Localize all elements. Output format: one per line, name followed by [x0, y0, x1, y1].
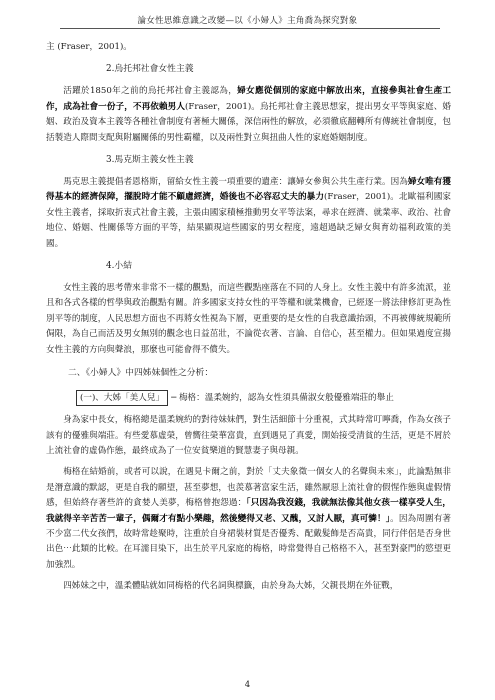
intro-line: 主 (Fraser，2001)。 — [46, 42, 132, 52]
bold-emphasis: 婦女應從個別的家庭中解放出來，直接參與社會生產工作，成為社會一份子，不再依賴男人 — [46, 86, 451, 112]
header-rule — [60, 28, 440, 29]
paragraph-marxist — [46, 175, 451, 252]
paragraph-text: 馬克思主義提倡者恩格斯，留給女性主義一項重要的遺產：讓婦女參與公共生產行業。因為 — [63, 177, 408, 188]
page-number: 4 — [244, 680, 251, 690]
paragraph-meg-closing: 四姊妹之中，溫柔體貼就如同梅格的代名詞與標籤，由於身為大姊，父親長期在外征戰， — [63, 581, 399, 592]
paragraph-text: 梅格在結婚前，或者可以說，在遇見卡爾之前，對於「丈夫象徵一個女人的名聲與未來」，此論點無非是潛意識的默認，更是自我的願望，甚至夢想，也羨慕著富家生活，雖然厭惡上流社會的假惺作態與虛假情感，但始終存著些許的貪婪人美夢，梅格曾抱怨過： — [46, 467, 451, 509]
section-heading-utopian: 2.烏托邦社會女性主義 — [106, 64, 194, 75]
subsection-label-box: (一)、大姊「美人兒」 — [76, 390, 168, 406]
document-body — [46, 40, 451, 595]
paragraph-meg-intro: 身為家中長女，梅格總是溫柔婉約的對待妹妹們，對生活細節十分重視，式其時常叮嚀喬，作為女孩子該有的優雅與端莊。有些愛慕虛榮，曾嚮往榮華富貴，直到遇見了真愛，開始接受清貧的生活，更是不屑於上流社會的虛偽作態，最終成為了一位安貧樂道的賢慧妻子與母親。 — [46, 415, 451, 456]
subsection-heading-text: ─ 梅格：溫柔婉約，認為女性須具備淑女般優雅端莊的舉止 — [171, 393, 394, 404]
bold-emphasis: 婦女唯有獲得基本的經濟保障，擺脫時才能不顧慮經濟，婚後也不必容忍丈夫的暴力 — [46, 177, 451, 203]
paragraph-meg-quote — [46, 465, 451, 573]
section-heading-summary: 4.小結 — [106, 261, 132, 272]
paragraph-utopian — [46, 84, 451, 146]
chapter-heading: 二、《小婦人》中四姊妹個性之分析： — [68, 368, 214, 379]
bold-quote: 「只因為我沒錢，我就無法像其他女孩一樣享受人生，我就得辛辛苦苦一輩子，偶爾才有點小樂趣，然後變得又老、又醜，又討人厭，真可憐！」 — [46, 498, 451, 524]
paragraph-text: 。因為周圍有著不少富二代女孩們，故時常趁聚時，注重於自身裙裝材質是否優秀、配戴髮飾是否高貴，同行伴侶是否身世出色⋯此類的比較。在耳濡目染下，出生於平凡家庭的梅格，時常覺得自己格格不入，甚至對豪門的慾望更加強烈。 — [46, 513, 451, 570]
paragraph-text: 活躍於1850年之前的烏托邦社會主義認為， — [63, 86, 238, 97]
paragraph-text: (Fraser，2001)。烏托邦社會主義思想家，提出男女平等與家庭、婚姻、政治及資本主義等各種社會制度有著極大關係，深信兩性的解放，必須徹底翻轉所有傳統社會制度，包括製造人際間支配與附屬關係的男性霸權，以及兩性對立與扭曲人性的家庭婚姻制度。 — [46, 101, 451, 143]
running-header: 論女性思維意識之改變—以《小婦人》主角喬為探究對象 — [137, 16, 358, 26]
subsection-heading-meg — [72, 389, 451, 407]
paragraph-text: (Fraser，2001)。北歐福利國家女性主義者，採取折衷式社會主義，主張由國家積極推動男女平等法案，尋求在經濟、就業率、政治、社會地位、婚姻、性關係等方面的平等，結果顯現這些國家的男女程度，遠超過缺乏婦女與育幼福利政策的美國。 — [46, 192, 451, 249]
section-heading-marxist: 3.馬克斯主義女性主義 — [106, 155, 194, 166]
paragraph-summary: 女性主義的思考帶來非常不一樣的觀點，而這些觀點座落在不同的人身上。女性主義中有許多流派，並且和各式各樣的哲學與政治觀點有關。許多國家支持女性的平等權和就業機會，已經逐一將法律修訂更為性別平等的制度，人民思想方面也不再將女性視為下層，更重要的是女性的自我意識抬頭，不再被傳統規範所侷限，為自己而活及男女無別的觀念也日益茁壯，不論從衣著、言論、自信心，甚至權力。但如果過度宣揚女性主義的方向與聲浪，那麼也可能會得不償失。 — [46, 283, 451, 355]
